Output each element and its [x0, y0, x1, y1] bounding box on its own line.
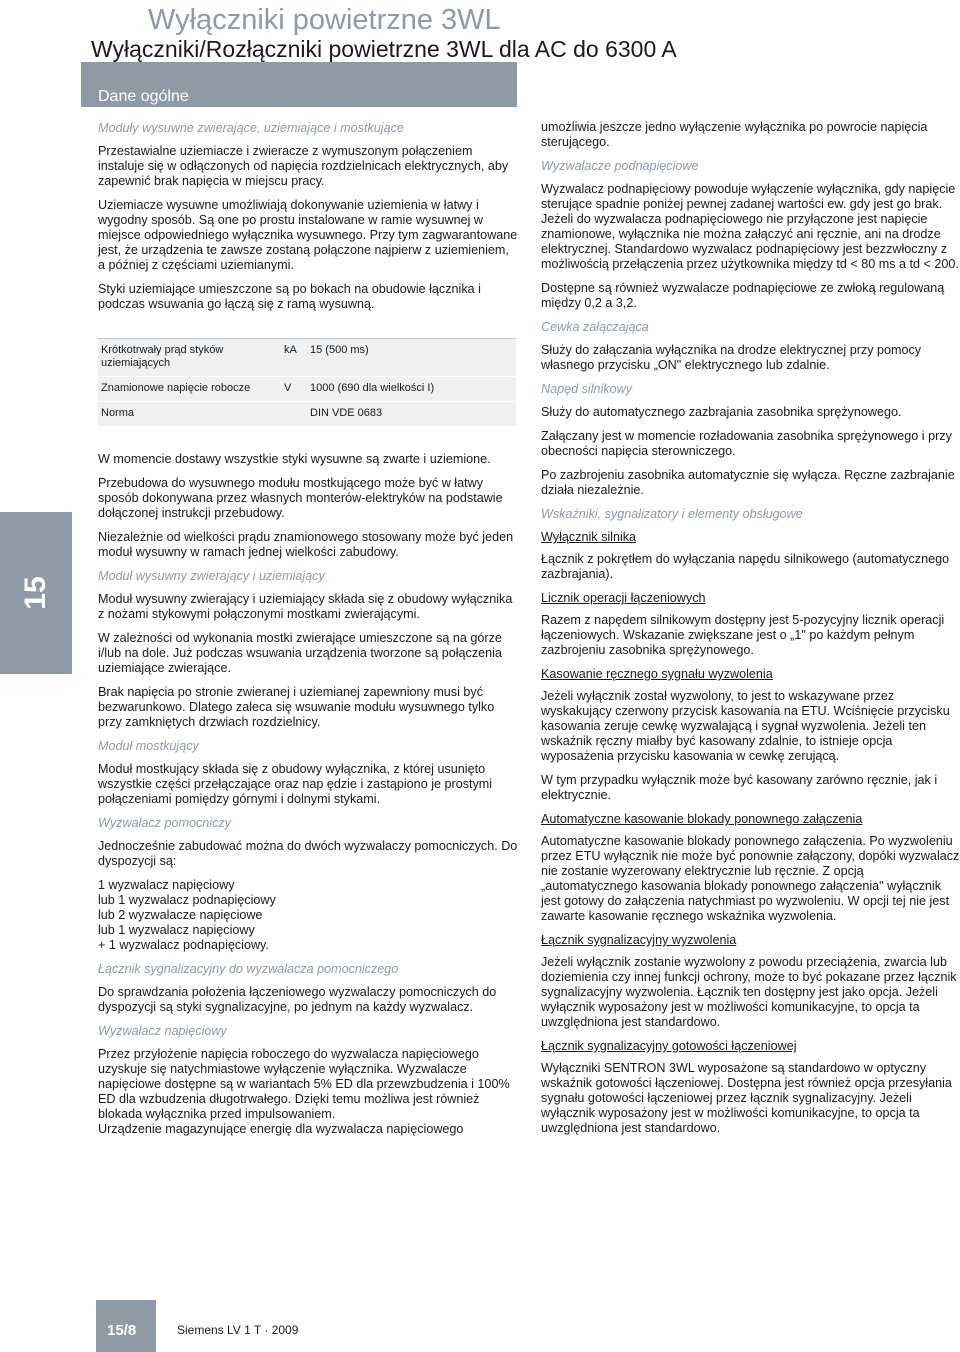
- paragraph: Uziemiacze wysuwne umożliwiają dokonywanie uziemienia w łatwy i wygodny sposób. Są one po prostu instalowane w ramie wysuwnej w miejsce odpowiedniego wyłącznika wysuwnego. Przy tym zagwarantowane jest, że urządzenia te zawsze zostaną połączone najpierw z uziemieniem, a później z częściami uziemianymi.: [98, 198, 518, 272]
- paragraph: Załączany jest w momencie rozładowania zasobnika sprężynowego i przy obecności napięcia sterowniczego.: [541, 429, 952, 458]
- paragraph: Jeżeli wyłącznik został wyzwolony, to jest to wskazywane przez wyskakujący czerwony przycisk kasowania na ETU. Wciśnięcie przycisku kasowania zeruje cewkę wyzwalającą i sygnał wyzwolenia. Jeżeli ten wskaźnik ręczny miałby być kasowany zdalnie, to istnieje opcja wyposażenia przycisku kasowania w cewkę zerującą.: [541, 689, 950, 763]
- subheading-kasowanie-recznego: Kasowanie ręcznego sygnału wyzwolenia: [541, 667, 773, 681]
- paragraph: Razem z napędem silnikowym dostępny jest 5-pozycyjny licznik operacji łączeniowych. Wskazanie zwiększane jest o „1" po każdym pełnym zazbrojeniu zasobnika sprężynowego.: [541, 613, 945, 657]
- paragraph: Moduł mostkujący składa się z obudowy wyłącznika, z której usunięto wszystkie części przełączające oraz nap ędzie i zastąpiono je prostymi połączeniami pomiędzy górnymi i dolnymi stykami.: [98, 762, 493, 806]
- paragraph: Wyzwalacz podnapięciowy powoduje wyłączenie wyłącznika, gdy napięcie sterujące spadnie poniżej pewnej zadanej wartości ew. gdy jest go brak. Jeżeli do wyzwalacza podnapięciowego nie przyłączone jest napięcie znamionowe, wyłącznika nie można załączyć ani ręcznie, ani na drodze elektrycznej. Standardowo wyzwalacz podnapięciowy jest bezzwłoczny z możliwością przełączenia przez użytkownika między td < 80 ms a td < 200.: [541, 182, 959, 271]
- heading-wskazniki: Wskaźniki, sygnalizatory i elementy obsługowe: [541, 507, 803, 521]
- paragraph: Łącznik z pokrętłem do wyłączania napędu silnikowego (automatycznego zazbrajania).: [541, 552, 950, 581]
- spec-row: [98, 402, 516, 426]
- heading-pomocniczy: Wyzwalacz pomocniczy: [98, 816, 231, 830]
- paragraph: Styki uziemiające umieszczone są po bokach na obudowie łącznika i podczas wsuwania go łączą się z ramą wysuwną.: [98, 282, 481, 311]
- list-item: + 1 wyzwalacz podnapięciowy.: [98, 938, 269, 952]
- paragraph: Jednocześnie zabudować można do dwóch wyzwalaczy pomocniczych. Do dyspozycji są:: [98, 839, 518, 868]
- list-item: lub 1 wyzwalacz podnapięciowy: [98, 893, 276, 907]
- paragraph: Przestawialne uziemiacze i zwieracze z wymuszonym połączeniem instaluje się w odłączonych od napięcia rozdzielnicach elektrycznych, aby zapewnić brak napięcia w miejscu pracy.: [98, 144, 509, 188]
- heading-naped: Napęd silnikowy: [541, 382, 632, 396]
- left-column: [98, 121, 518, 1146]
- paragraph: W tym przypadku wyłącznik może być kasowany zarówno ręcznie, jak i elektrycznie.: [541, 773, 938, 802]
- paragraph: Przebudowa do wysuwnego modułu mostkującego może być w łatwy sposób dokonywana przez własnych monterów-elektryków na podstawie dołączonej instrukcji przebudowy.: [98, 476, 503, 520]
- spec-row: [98, 339, 516, 377]
- paragraph: Do sprawdzania położenia łączeniowego wyzwalaczy pomocniczych do dyspozycji są styki sygnalizacyjne, po jednym na każdy wyzwalacz.: [98, 985, 497, 1014]
- subheading-lacznik-wyzwolenia: Łącznik sygnalizacyjny wyzwolenia: [541, 933, 737, 947]
- paragraph: Jeżeli wyłącznik zostanie wyzwolony z powodu przeciążenia, zwarcia lub doziemienia czy innej funkcji ochrony, może to być pokazane przez łącznik sygnalizacyjny wyzwolenia. Łącznik ten dostępny jest jako opcja. Jeżeli wyłącznik wyposażony jest w możliwości komunikacyjne, to opcja ta uwzględniona jest standardowo.: [541, 955, 957, 1029]
- paragraph: Służy do automatycznego zazbrajania zasobnika sprężynowego.: [541, 405, 902, 419]
- spec-label: Norma: [101, 407, 135, 419]
- heading-lacznik-sygn: Łącznik sygnalizacyjny do wyzwalacza pomocniczego: [98, 962, 399, 976]
- section-label: Dane ogólne: [98, 88, 189, 105]
- spec-table: [98, 338, 516, 426]
- subheading-licznik: Licznik operacji łączeniowych: [541, 591, 706, 605]
- spec-unit: [284, 407, 310, 420]
- paragraph: Urządzenie magazynujące energię dla wyzwalacza napięciowego: [98, 1122, 464, 1136]
- paragraph: Wyłączniki SENTRON 3WL wyposażone są standardowo w optyczny wskaźnik gotowości łączeniowej. Dostępna jest również opcja przesyłania sygnału gotowości łączeniowej przez łącznik sygnalizacyjny. Jeżeli wyłącznik wyposażony jest w możliwości komunikacyjne, to opcja ta uwzględniona jest standardowo.: [541, 1061, 952, 1135]
- paragraph: Przez przyłożenie napięcia roboczego do wyzwalacza napięciowego uzyskuje się natychmiastowe wyłączenie wyłącznika. Wyzwalacze napięciowe dostępne są w wariantach 5% ED dla przewzbudzenia i 100% ED dla wzbudzenia długotrwałego. Dzięki temu możliwa jest również blokada wyłącznika przed impulsowaniem.: [98, 1047, 510, 1121]
- spec-value: 15 (500 ms): [310, 344, 369, 356]
- chapter-number: 15: [19, 576, 52, 610]
- list-item: 1 wyzwalacz napięciowy: [98, 878, 235, 892]
- page-subtitle: Wyłączniki/Rozłączniki powietrzne 3WL dla AC do 6300 A: [91, 36, 677, 62]
- page-title: Wyłączniki powietrzne 3WL: [148, 4, 501, 36]
- paragraph: umożliwia jeszcze jedno wyłączenie wyłącznika po powrocie napięcia sterującego.: [541, 120, 928, 149]
- publication-info: Siemens LV 1 T · 2009: [177, 1323, 299, 1337]
- trip-list: [98, 878, 518, 953]
- subheading-lacznik-gotowosci: Łącznik sygnalizacyjny gotowości łączeniowej: [541, 1039, 797, 1053]
- paragraph: Moduł wysuwny zwierający i uziemiający składa się z obudowy wyłącznika z nożami stykowymi połączonymi mostkami zwierającymi.: [98, 592, 513, 621]
- subheading-wylacznik-silnika: Wyłącznik silnika: [541, 530, 637, 544]
- spec-row: [98, 377, 516, 402]
- spec-label: Krótkotrwały prąd styków uziemiających: [101, 344, 224, 369]
- heading-cewka: Cewka załączająca: [541, 320, 649, 334]
- paragraph: Dostępne są również wyzwalacze podnapięciowe ze zwłoką regulowaną między 0,2 a 3,2.: [541, 281, 945, 310]
- page-number-box: [96, 1300, 156, 1352]
- section-bar: [81, 62, 517, 107]
- right-column: [541, 120, 960, 1145]
- paragraph: Służy do załączania wyłącznika na drodze elektrycznej przy pomocy własnego przycisku „ON" elektrycznego lub zdalnie.: [541, 343, 922, 372]
- paragraph: Brak napięcia po stronie zwieranej i uziemianej zapewniony musi być bezwarunkowo. Dlatego zaleca się wsuwanie modułu wysuwnego tylko przy zamkniętych drzwiach rozdzielnicy.: [98, 685, 495, 729]
- paragraph: Automatyczne kasowanie blokady ponownego załączenia. Po wyzwoleniu przez ETU wyłącznik nie może być ponownie załączony, dopóki wyzwalacz nie zostanie wyzerowany elektrycznie lub ręcznie. Z opcją „automatycznego kasowania blokady ponownego załączenia" wyłącznik jest gotowy do załączenia natychmiast po wyzwoleniu. W opcji tej nie jest zawarte kasowanie ręcznego wskaźnika wyzwolenia.: [541, 834, 960, 923]
- heading-napieciowy: Wyzwalacz napięciowy: [98, 1024, 227, 1038]
- spec-label: Znamionowe napięcie robocze: [101, 382, 251, 394]
- heading-zwierajacy: Moduł wysuwny zwierający i uziemiający: [98, 569, 325, 583]
- spec-unit: V: [284, 382, 292, 394]
- paragraph: Niezależnie od wielkości prądu znamionowego stosowany może być jeden moduł wysuwny w ramach jednej wielkości zabudowy.: [98, 530, 514, 559]
- page-number: 15/8: [107, 1322, 137, 1339]
- list-item: lub 1 wyzwalacz napięciowy: [98, 923, 255, 937]
- paragraph: Po zazbrojeniu zasobnika automatycznie się wyłącza. Ręczne zazbrajanie działa niezależnie.: [541, 468, 955, 497]
- subheading-auto-kasowanie: Automatyczne kasowanie blokady ponownego załączenia: [541, 812, 863, 826]
- paragraph: W momencie dostawy wszystkie styki wysuwne są zwarte i uziemione.: [98, 452, 491, 466]
- heading-moduly: Moduły wysuwne zwierające, uziemiające i mostkujące: [98, 121, 404, 135]
- spec-value: 1000 (690 dla wielkości I): [310, 382, 435, 394]
- paragraph: W zależności od wykonania mostki zwierające umieszczone są na górze i/lub na dole. Już podczas wsuwania urządzenia tworzone są połączenia uziemiające zwierające.: [98, 631, 502, 675]
- heading-podnapieciowe: Wyzwalacze podnapięciowe: [541, 159, 699, 173]
- list-item: lub 2 wyzwalacze napięciowe: [98, 908, 263, 922]
- spec-value: DIN VDE 0683: [310, 407, 383, 419]
- heading-mostkujacy: Moduł mostkujący: [98, 739, 199, 753]
- chapter-tab: [0, 512, 72, 674]
- spec-unit: kA: [284, 344, 297, 356]
